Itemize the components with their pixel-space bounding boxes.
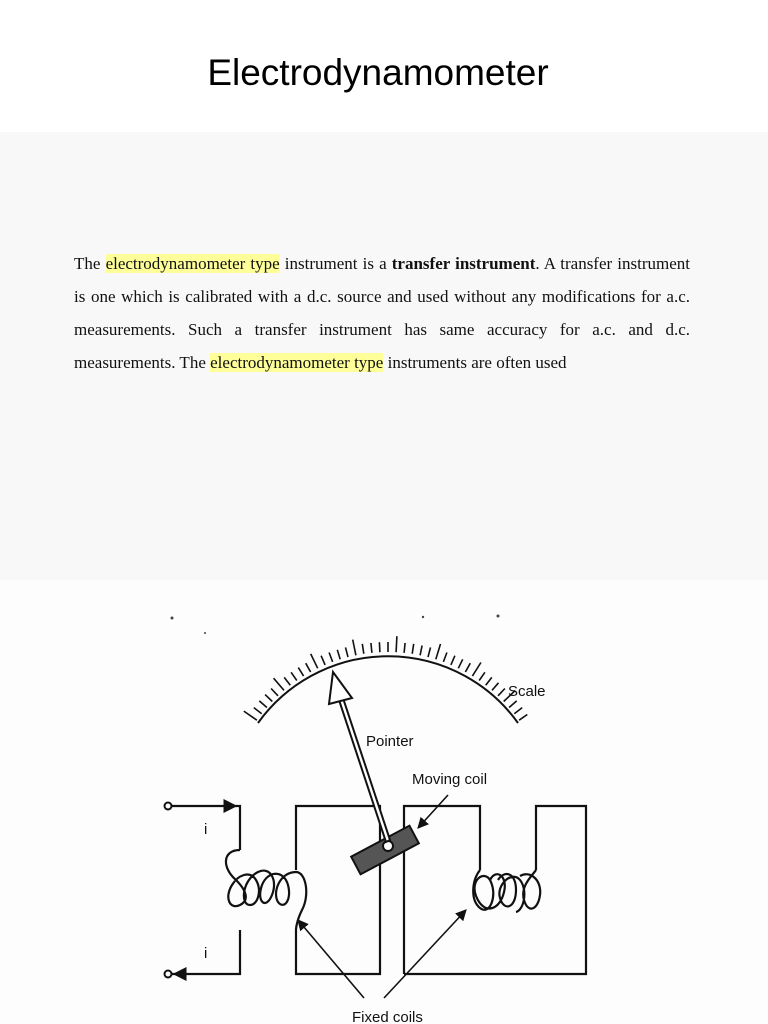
scale-tick — [404, 643, 405, 653]
para-seg-7: instruments are often used — [383, 353, 567, 372]
current-out-label: i — [204, 945, 208, 962]
scale-tick — [337, 650, 340, 660]
scale-tick — [291, 672, 297, 680]
scale-tick — [420, 646, 422, 656]
scale-tick — [271, 689, 278, 696]
scale-tick — [465, 663, 470, 672]
scale-tick — [379, 642, 380, 652]
scale-tick — [362, 644, 364, 654]
moving-coil-label: Moving coil — [412, 771, 488, 788]
scale-tick — [498, 689, 505, 696]
para-seg-3: instrument is a — [279, 254, 392, 273]
scale-tick — [265, 695, 272, 702]
scale-tick — [311, 654, 318, 668]
scale-tick — [443, 653, 447, 662]
scale-tick — [412, 644, 414, 654]
scale-tick — [479, 672, 485, 680]
scale-tick — [298, 668, 303, 677]
scale-tick — [259, 701, 267, 708]
fixed-coils-label: Fixed coils — [352, 1009, 423, 1024]
scale-tick — [428, 647, 431, 657]
scale-tick — [254, 708, 262, 714]
scale-tick — [519, 715, 527, 721]
right-fixed-coil — [404, 806, 586, 974]
pointer-label: Pointer — [366, 733, 414, 750]
scale-tick — [451, 656, 455, 665]
scale-tick — [371, 643, 372, 653]
bold-term: transfer instrument — [391, 254, 536, 273]
description-paragraph — [74, 247, 690, 379]
scale-tick — [514, 708, 522, 714]
scale-tick — [486, 677, 492, 685]
scale-tick — [274, 678, 284, 690]
slide-title: Electrodynamometer — [207, 52, 549, 93]
scale-tick — [284, 677, 290, 685]
scale-tick — [509, 701, 517, 708]
scale-tick — [244, 711, 257, 720]
scale-tick — [353, 640, 356, 656]
scale-tick — [329, 653, 333, 662]
scale-arc — [244, 636, 528, 723]
scale-tick — [346, 647, 349, 657]
left-fixed-coil — [168, 806, 380, 974]
scale-tick — [436, 644, 441, 659]
scale-tick — [458, 659, 462, 668]
para-seg-1: The — [74, 254, 106, 273]
highlight-term-1: electrodynamometer type — [105, 254, 280, 273]
scale-tick — [492, 683, 499, 691]
scale-tick — [306, 663, 311, 672]
highlight-term-2: electrodynamometer type — [210, 353, 384, 372]
scan-specks — [171, 615, 500, 635]
current-in-label: i — [204, 821, 208, 838]
scale-label: Scale — [508, 683, 546, 700]
scale-tick — [321, 656, 325, 665]
scale-tick — [396, 636, 397, 652]
pointer — [329, 672, 390, 842]
para-seg-5: . A transfer instrument is one which is calibrated with a d.c. source and used without any modifications for a.c. measurements. Such a transfer instrument has same accuracy for a.c. and d.c. measurements. The — [74, 254, 691, 372]
scale-tick — [472, 663, 481, 677]
electrodynamometer-diagram — [0, 580, 768, 1024]
